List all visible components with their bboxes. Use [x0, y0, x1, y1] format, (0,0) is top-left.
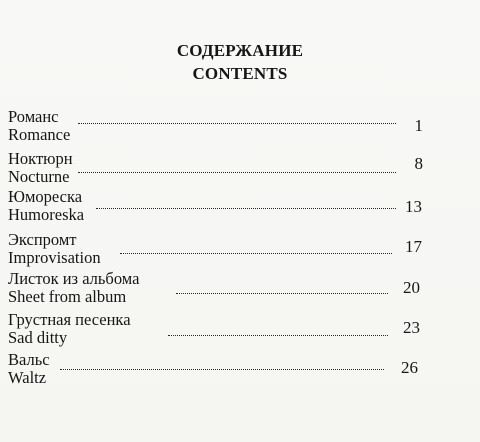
contents-heading-russian: СОДЕРЖАНИЕ: [176, 41, 304, 60]
dot-leader: [78, 172, 396, 173]
entry-title-en: Romance: [8, 125, 71, 144]
entry-title-ru: Грустная песенка: [8, 310, 131, 329]
entry-page-number: 8: [414, 154, 423, 173]
entry-title-ru: Романс: [8, 107, 59, 126]
contents-heading-english: CONTENTS: [192, 64, 288, 83]
toc-entry-romance[interactable]: [8, 107, 423, 148]
dot-leader: [60, 369, 384, 370]
entry-title-en: Nocturne: [8, 167, 70, 186]
entry-page-number: 20: [403, 278, 420, 297]
entry-title-en: Sheet from album: [8, 287, 127, 306]
entry-page-number: 26: [401, 358, 418, 377]
toc-entry-sad-ditty[interactable]: [8, 311, 418, 351]
entry-title-ru: Ноктюрн: [8, 149, 73, 168]
toc-entry-humoreska[interactable]: [8, 187, 422, 228]
entry-title-ru: Юмореска: [8, 187, 83, 206]
entry-title-en: Improvisation: [8, 248, 101, 267]
entry-title-en: Waltz: [8, 368, 47, 387]
entry-title-ru: Вальс: [8, 350, 50, 369]
entry-title-ru: Листок из альбома: [8, 269, 140, 288]
entry-page-number: 13: [405, 197, 422, 216]
toc-entry-nocturne[interactable]: [8, 149, 423, 190]
entry-title-en: Sad ditty: [8, 328, 68, 347]
dot-leader: [176, 293, 388, 294]
entry-title-ru: Экспромт: [8, 230, 77, 249]
toc-entry-sheet-from-album[interactable]: [8, 270, 418, 310]
entry-page-number: 23: [403, 318, 420, 337]
entry-page-number: 1: [414, 116, 423, 135]
entry-title-en: Humoreska: [8, 205, 85, 224]
toc-entry-improvisation[interactable]: [8, 230, 422, 271]
dot-leader: [120, 253, 392, 254]
entry-page-number: 17: [405, 237, 422, 256]
toc-entry-waltz[interactable]: [8, 351, 418, 391]
dot-leader: [168, 335, 388, 336]
dot-leader: [78, 123, 396, 124]
dot-leader: [96, 208, 396, 209]
